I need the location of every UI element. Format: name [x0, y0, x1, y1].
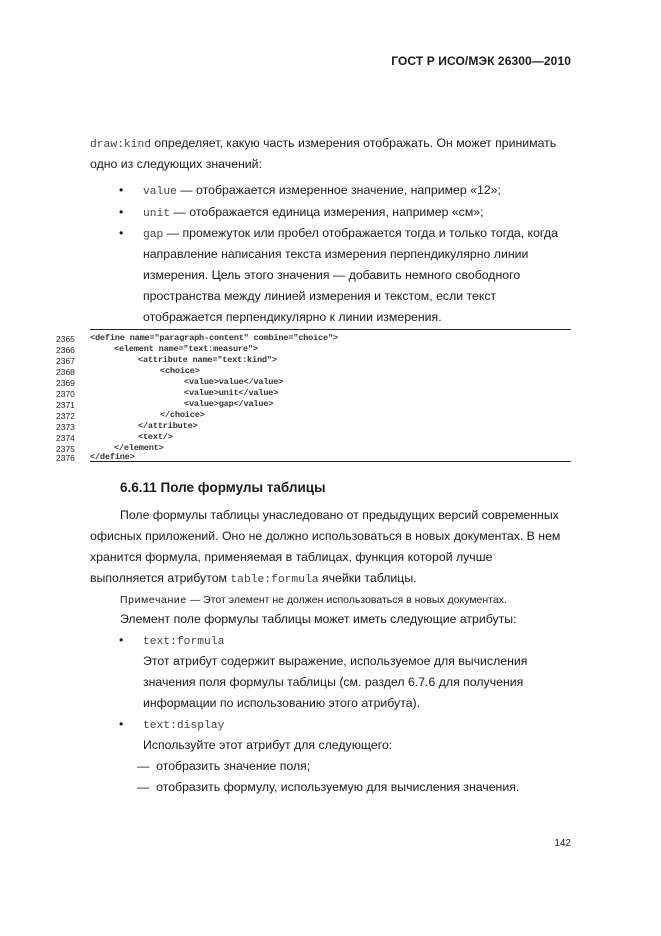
- list-item-cont: отображается перпендикулярно к линии измерения.: [143, 310, 442, 324]
- bullet: •: [119, 717, 124, 731]
- inline-code: unit: [143, 208, 171, 220]
- list-item-text: — промежуток или пробел отображается тогда и только тогда, когда: [163, 226, 558, 240]
- attribute-description: значения поля формулы таблицы (см. раздел 6.7.6 для получения: [143, 675, 524, 689]
- paragraph-text: ячейки таблицы.: [318, 571, 417, 585]
- section-paragraph-cont: хранится формула, применяемая в таблицах, функция которой лучше: [90, 550, 493, 564]
- section-paragraph: Поле формулы таблицы унаследовано от предыдущих версий современных: [120, 508, 559, 522]
- dash-item-text: отобразить формулу, используемую для вычисления значения.: [156, 780, 520, 794]
- page-number: 142: [554, 838, 571, 849]
- intro-text: определяет, какую часть измерения отображать. Он может принимать: [151, 136, 557, 150]
- code-line: <value>unit</value>: [184, 388, 279, 398]
- code-line: <text/>: [138, 432, 173, 442]
- code-line: </choice>: [160, 410, 205, 420]
- list-item-cont: направление написания текста измерения перпендикулярно линии: [143, 247, 529, 261]
- list-item: [143, 202, 571, 225]
- code-line: <value>value</value>: [184, 377, 284, 387]
- code-line: </attribute>: [138, 421, 198, 431]
- code-top-rule: [90, 329, 571, 330]
- code-line: <attribute name="text:kind">: [138, 355, 277, 365]
- list-item: [143, 180, 571, 203]
- inline-code: draw:kind: [90, 139, 152, 151]
- list-item-cont: измерения. Цель этого значения — добавить немного свободного: [143, 268, 521, 282]
- attributes-intro: Элемент поле формулы таблицы может иметь следующие атрибуты:: [120, 612, 517, 626]
- code-listing: [56, 328, 571, 462]
- code-line: <value>gap</value>: [184, 399, 274, 409]
- code-bottom-rule: [90, 461, 571, 462]
- section-paragraph-cont: офисных приложений. Оно не должно использоваться в новых документах. В нем: [90, 529, 561, 543]
- attribute-name: [143, 714, 571, 737]
- note-label: Примечание: [120, 594, 187, 606]
- inline-code: text:formula: [143, 636, 225, 648]
- bullet: •: [119, 633, 124, 647]
- intro-paragraph: [90, 133, 571, 156]
- bullet: •: [119, 183, 124, 197]
- line-number: 2372: [56, 411, 75, 421]
- inline-code: value: [143, 186, 177, 198]
- line-number: 2373: [56, 422, 75, 432]
- list-item: [143, 223, 571, 246]
- list-item-text: — отображается измеренное значение, например «12»;: [176, 183, 501, 197]
- paragraph-text: выполняется атрибутом: [90, 571, 231, 585]
- dash-item-text: отобразить значение поля;: [156, 759, 311, 773]
- attribute-name: [143, 630, 571, 653]
- dash-list-item: — отобразить формулу, используемую для вычисления значения.: [137, 780, 520, 794]
- section-heading: 6.6.11 Поле формулы таблицы: [120, 480, 326, 495]
- line-number: 2366: [56, 345, 75, 355]
- line-number: 2368: [56, 367, 75, 377]
- bullet: •: [119, 205, 124, 219]
- attribute-description: Этот атрибут содержит выражение, используемое для вычисления: [143, 654, 528, 668]
- code-line: </define>: [90, 452, 135, 462]
- code-line: <choice>: [160, 366, 200, 376]
- dash-list-item: — отобразить значение поля;: [137, 759, 311, 773]
- intro-paragraph-cont: одно из следующих значений:: [90, 157, 262, 171]
- code-line: <element name="text:measure">: [114, 344, 258, 354]
- bullet: •: [119, 226, 124, 240]
- note: [120, 592, 507, 608]
- list-item-text: — отображается единица измерения, например «см»;: [170, 205, 484, 219]
- line-number: 2369: [56, 378, 75, 388]
- line-number: 2370: [56, 389, 75, 399]
- document-header: ГОСТ Р ИСО/МЭК 26300—2010: [391, 54, 571, 68]
- note-text: — Этот элемент не должен использоваться в новых документах.: [186, 594, 507, 606]
- line-number: 2376: [56, 453, 75, 463]
- line-number: 2367: [56, 356, 75, 366]
- line-number: 2374: [56, 433, 75, 443]
- line-number: 2375: [56, 444, 75, 454]
- section-paragraph-cont: [90, 568, 571, 591]
- attribute-description: Используйте этот атрибут для следующего:: [143, 738, 393, 752]
- inline-code: text:display: [143, 720, 225, 732]
- line-number: 2371: [56, 400, 75, 410]
- list-item-cont: пространства между линией измерения и текстом, если текст: [143, 289, 497, 303]
- code-line: </element>: [114, 443, 164, 453]
- attribute-description: информации по использованию этого атрибута).: [143, 696, 421, 710]
- code-line: <define name="paragraph-content" combine="choice">: [90, 333, 338, 343]
- line-number: 2365: [56, 334, 75, 344]
- inline-code: table:formula: [230, 574, 319, 586]
- inline-code: gap: [143, 229, 164, 241]
